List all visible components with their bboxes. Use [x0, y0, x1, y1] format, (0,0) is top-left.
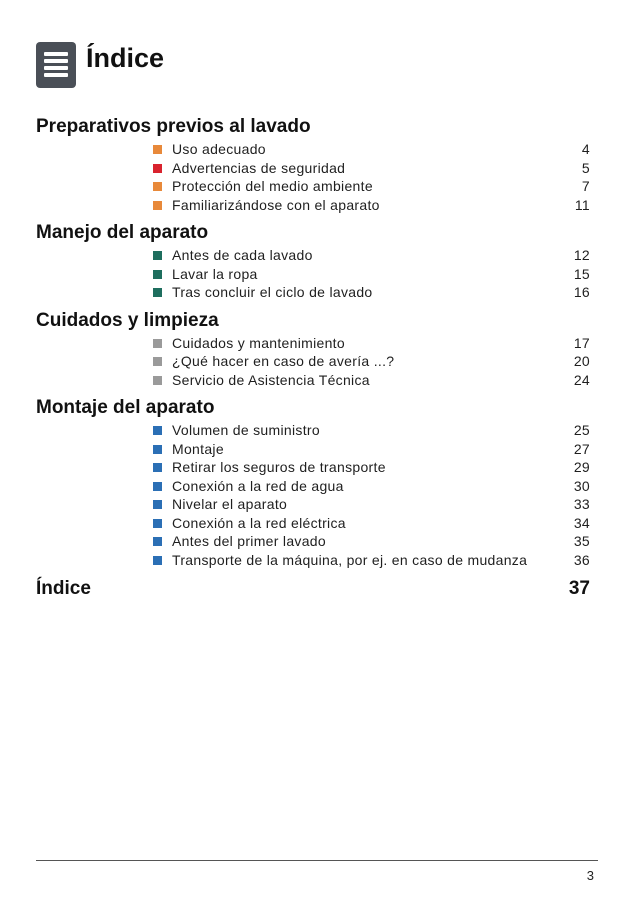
toc-section [36, 114, 590, 214]
toc-entry[interactable] [153, 265, 590, 284]
bullet-square-icon [153, 288, 162, 297]
toc-entry-page: 30 [573, 477, 590, 494]
bullet-square-icon [153, 445, 162, 454]
toc-entry-page: 36 [573, 551, 590, 568]
toc-entry[interactable] [153, 334, 590, 353]
toc-entry[interactable] [153, 421, 590, 440]
table-of-contents [36, 114, 590, 603]
toc-entry-label: Servicio de Asistencia Técnica [172, 371, 370, 388]
toc-entry-label: Montaje [172, 440, 224, 457]
toc-entry-label: Lavar la ropa [172, 265, 258, 282]
bullet-square-icon [153, 500, 162, 509]
toc-entry-label: Conexión a la red eléctrica [172, 514, 346, 531]
toc-entry-label: Conexión a la red de agua [172, 477, 344, 494]
bullet-square-icon [153, 463, 162, 472]
bullet-square-icon [153, 164, 162, 173]
index-entry-page: 37 [568, 578, 590, 599]
toc-entry-page: 25 [573, 422, 590, 438]
bullet-square-icon [153, 270, 162, 279]
toc-entry[interactable] [153, 283, 590, 302]
bullet-square-icon [153, 145, 162, 154]
page-title: Índice [86, 43, 165, 73]
toc-entry-page: 33 [573, 496, 590, 512]
section-title[interactable]: Cuidados y limpieza [36, 309, 219, 331]
footer-divider [36, 860, 598, 861]
toc-entry-page: 5 [581, 159, 590, 176]
toc-section [36, 308, 590, 390]
bullet-square-icon [153, 357, 162, 366]
toc-entry-label: Antes del primer lavado [172, 533, 326, 549]
toc-entry[interactable] [153, 440, 590, 459]
toc-entry[interactable] [153, 140, 590, 159]
toc-entry-page: 29 [573, 459, 590, 475]
index-entry-label: Índice [36, 578, 91, 599]
toc-entry-page: 11 [574, 196, 590, 213]
section-title[interactable]: Montaje del aparato [36, 397, 215, 418]
page-number: 3 [586, 868, 594, 883]
toc-entry-page: 15 [573, 265, 590, 282]
toc-entry-label: Familiarizándose con el aparato [172, 196, 380, 213]
toc-entry-page: 35 [573, 533, 590, 549]
toc-entry-page: 7 [581, 178, 590, 194]
toc-entry[interactable] [153, 532, 590, 551]
bullet-square-icon [153, 182, 162, 191]
toc-entry-page: 4 [581, 141, 590, 157]
toc-section [36, 220, 590, 302]
toc-entry[interactable] [153, 514, 590, 533]
menu-icon [36, 42, 76, 88]
toc-index-entry[interactable] [36, 575, 590, 603]
bullet-square-icon [153, 201, 162, 210]
toc-entry[interactable] [153, 159, 590, 178]
toc-entry-page: 24 [573, 371, 590, 388]
toc-entry-label: Volumen de suministro [172, 422, 320, 438]
toc-entry[interactable] [153, 495, 590, 514]
toc-entry-page: 20 [573, 353, 590, 369]
toc-entry-label: Cuidados y mantenimiento [172, 334, 345, 351]
toc-entry-label: ¿Qué hacer en caso de avería ...? [172, 353, 395, 369]
toc-entry-label: Tras concluir el ciclo de lavado [172, 284, 373, 300]
toc-entry[interactable] [153, 246, 590, 265]
toc-section [36, 395, 590, 569]
toc-entry-label: Transporte de la máquina, por ej. en caso de mudanza [172, 551, 528, 568]
toc-entry-page: 17 [573, 334, 590, 351]
toc-entry-page: 16 [573, 284, 590, 300]
section-title[interactable]: Preparativos previos al lavado [36, 116, 311, 137]
section-items [36, 140, 590, 214]
section-items [36, 246, 590, 302]
toc-entry-label: Protección del medio ambiente [172, 178, 373, 194]
toc-entry-label: Advertencias de seguridad [172, 159, 346, 176]
toc-entry-page: 12 [573, 247, 590, 263]
toc-entry-label: Antes de cada lavado [172, 247, 313, 263]
bullet-square-icon [153, 537, 162, 546]
bullet-square-icon [153, 251, 162, 260]
bullet-square-icon [153, 482, 162, 491]
toc-entry-page: 27 [573, 440, 590, 457]
toc-entry[interactable] [153, 477, 590, 496]
toc-entry-label: Nivelar el aparato [172, 496, 288, 512]
toc-entry-label: Retirar los seguros de transporte [172, 459, 386, 475]
bullet-square-icon [153, 519, 162, 528]
toc-entry[interactable] [153, 177, 590, 196]
toc-entry[interactable] [153, 352, 590, 371]
toc-entry[interactable] [153, 371, 590, 390]
toc-entry-page: 34 [573, 514, 590, 531]
section-items [36, 421, 590, 569]
toc-entry-label: Uso adecuado [172, 141, 266, 157]
toc-entry[interactable] [153, 458, 590, 477]
bullet-square-icon [153, 556, 162, 565]
bullet-square-icon [153, 376, 162, 385]
bullet-square-icon [153, 339, 162, 348]
toc-entry[interactable] [153, 551, 590, 570]
section-title[interactable]: Manejo del aparato [36, 222, 209, 243]
section-items [36, 334, 590, 390]
toc-entry[interactable] [153, 196, 590, 215]
toc-sections [36, 114, 590, 569]
bullet-square-icon [153, 426, 162, 435]
